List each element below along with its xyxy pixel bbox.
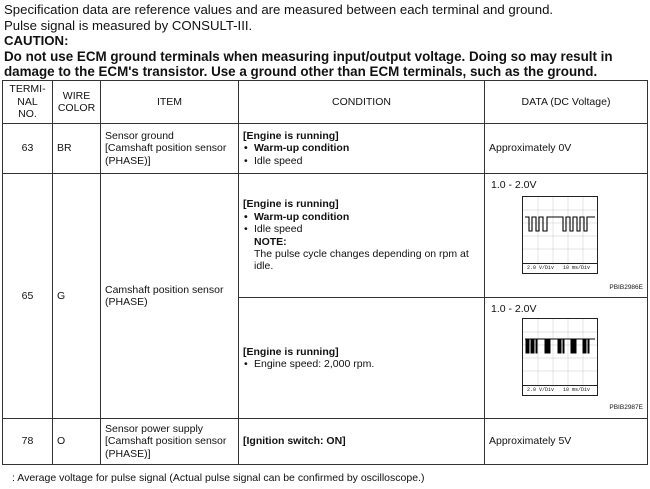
scale-time: 10 ms/Div [563, 265, 591, 271]
data-cell-waveform [485, 298, 648, 419]
header-item: ITEM [101, 81, 239, 124]
data-cell-waveform [485, 174, 648, 298]
scale-time: 10 ms/Div [563, 387, 591, 393]
condition-bullet: • Warm-up condition [243, 211, 480, 223]
wire-color: O [53, 419, 101, 465]
caution-label: CAUTION: [4, 33, 69, 49]
terminal-spec-table [2, 80, 648, 465]
terminal-number: 78 [3, 419, 53, 465]
condition-title: [Engine is running] [243, 129, 339, 142]
header-terminal-no: TERMI- NAL NO. [3, 81, 53, 124]
table-header-row [3, 81, 648, 124]
scale-volts: 2.0 V/Div [527, 387, 555, 393]
condition-bullet: • Warm-up condition [243, 142, 480, 154]
caution-text: Do not use ECM ground terminals when measuring input/output voltage. Doing so may result in damage to the ECM's transistor. Use a ground other than ECM terminals, such as the ground. [4, 48, 613, 80]
condition-cell [239, 419, 485, 465]
data-value: Approximately 0V [485, 124, 648, 174]
header-data: DATA (DC Voltage) [485, 81, 648, 124]
condition-title: [Engine is running] [243, 345, 339, 358]
waveform-plot [523, 197, 597, 265]
note-text: The pulse cycle changes depending on rpm at idle. [254, 247, 469, 273]
intro-block [4, 2, 646, 80]
data-voltage: 1.0 - 2.0V [491, 303, 537, 315]
oscilloscope-waveform [522, 318, 598, 396]
condition-bullet: • Idle speed [243, 223, 480, 235]
condition-title: [Engine is running] [243, 198, 339, 211]
item-text: Sensor ground [Camshaft position sensor (PHASE)] [101, 124, 239, 174]
intro-line-2: Pulse signal is measured by CONSULT-III. [4, 17, 253, 33]
data-value: Approximately 5V [485, 419, 648, 465]
item-text: Camshaft position sensor (PHASE) [101, 174, 239, 419]
note-label: NOTE: [254, 235, 287, 248]
terminal-number: 63 [3, 124, 53, 174]
table-row [3, 174, 648, 298]
scale-volts: 2.0 V/Div [527, 265, 555, 271]
data-voltage: 1.0 - 2.0V [491, 179, 537, 191]
table-row [3, 124, 648, 174]
header-condition: CONDITION [239, 81, 485, 124]
table-row [3, 419, 648, 465]
footnote-text: : Average voltage for pulse signal (Actual pulse signal can be confirmed by oscilloscope.) [12, 472, 425, 484]
condition-cell [239, 298, 485, 419]
terminal-number: 65 [3, 174, 53, 419]
header-wire-color: WIRE COLOR [53, 81, 101, 124]
intro-line-1: Specification data are reference values and are measured between each terminal and ground. [4, 2, 554, 17]
wire-color: G [53, 174, 101, 419]
condition-bullet: • Engine speed: 2,000 rpm. [243, 358, 480, 370]
condition-cell [239, 174, 485, 298]
condition-bullet: • Idle speed [243, 155, 480, 167]
condition-cell [239, 124, 485, 174]
waveform-plot [523, 319, 597, 387]
wire-color: BR [53, 124, 101, 174]
footnote [4, 472, 424, 484]
figure-code: PBIB2987E [609, 404, 643, 411]
oscilloscope-waveform [522, 196, 598, 274]
figure-code: PBIB2986E [609, 284, 643, 291]
item-text: Sensor power supply [Camshaft position sensor (PHASE)] [101, 419, 239, 465]
condition-title: [Ignition switch: ON] [243, 435, 346, 448]
oscilloscope-scale-strip [523, 385, 597, 395]
oscilloscope-scale-strip [523, 263, 597, 273]
